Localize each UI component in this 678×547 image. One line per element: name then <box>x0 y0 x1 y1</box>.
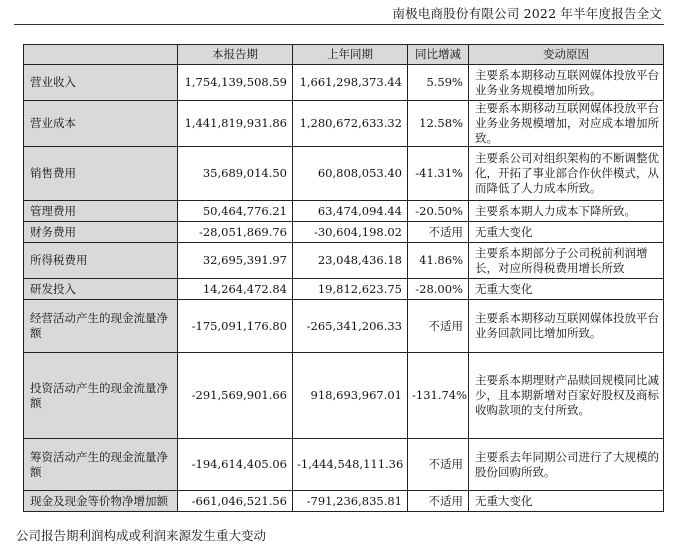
row-prior: 918,693,967.01 <box>293 353 408 439</box>
row-item: 研发投入 <box>24 279 178 300</box>
row-change: 12.58% <box>408 101 469 147</box>
document-header: 南极电商股份有限公司 2022 年半年度报告全文 <box>392 6 662 21</box>
row-prior: -30,604,198.02 <box>293 222 408 243</box>
row-reason: 无重大变化 <box>469 491 664 512</box>
row-item: 经营活动产生的现金流量净额 <box>24 300 178 353</box>
row-current: -291,569,901.66 <box>178 353 293 439</box>
row-current: -28,051,869.76 <box>178 222 293 243</box>
header-reason: 变动原因 <box>469 45 664 65</box>
row-item: 现金及现金等价物净增加额 <box>24 491 178 512</box>
row-reason: 主要系本期移动互联网媒体投放平台业务业务规模增加，对应成本增加所致。 <box>469 101 664 147</box>
table-row <box>24 201 664 222</box>
row-prior: -1,444,548,111.36 <box>293 439 408 491</box>
table-row <box>24 491 664 512</box>
row-prior: -791,236,835.81 <box>293 491 408 512</box>
financial-changes-table <box>23 44 664 512</box>
header-current-period: 本报告期 <box>178 45 293 65</box>
row-item: 管理费用 <box>24 201 178 222</box>
row-item: 销售费用 <box>24 147 178 201</box>
row-reason: 主要系去年同期公司进行了大规模的股份回购所致。 <box>469 439 664 491</box>
row-change: 41.86% <box>408 243 469 279</box>
row-change: 不适用 <box>408 222 469 243</box>
row-reason: 无重大变化 <box>469 279 664 300</box>
row-reason: 主要系本期移动互联网媒体投放平台业务回款同比增加所致。 <box>469 300 664 353</box>
row-prior: 23,048,436.18 <box>293 243 408 279</box>
header-rule <box>14 24 664 25</box>
row-reason: 主要系公司对组织架构的不断调整优化，开拓了事业部合作伙伴模式，从而降低了人力成本所致。 <box>469 147 664 201</box>
row-change: -20.50% <box>408 201 469 222</box>
row-item: 营业成本 <box>24 101 178 147</box>
row-current: 35,689,014.50 <box>178 147 293 201</box>
row-change: 不适用 <box>408 491 469 512</box>
row-reason: 主要系本期理财产品赎回规模同比减少，且本期新增对百家好股权及商标收购款项的支付所致。 <box>469 353 664 439</box>
row-current: -175,091,176.80 <box>178 300 293 353</box>
header-yoy-change: 同比增减 <box>408 45 469 65</box>
row-change: 不适用 <box>408 300 469 353</box>
section-footer-text: 公司报告期利润构成或利润来源发生重大变动 <box>16 528 267 543</box>
row-change: 不适用 <box>408 439 469 491</box>
row-current: 32,695,391.97 <box>178 243 293 279</box>
row-current: -661,046,521.56 <box>178 491 293 512</box>
table-row <box>24 243 664 279</box>
row-prior: 1,661,298,373.44 <box>293 65 408 101</box>
row-prior: 63,474,094.44 <box>293 201 408 222</box>
table-row <box>24 147 664 201</box>
row-item: 筹资活动产生的现金流量净额 <box>24 439 178 491</box>
row-prior: -265,341,206.33 <box>293 300 408 353</box>
table-row <box>24 101 664 147</box>
header-item <box>24 45 178 65</box>
row-current: 1,441,819,931.86 <box>178 101 293 147</box>
row-reason: 无重大变化 <box>469 222 664 243</box>
table-row <box>24 279 664 300</box>
row-reason: 主要系本期移动互联网媒体投放平台业务业务规模增加所致。 <box>469 65 664 101</box>
row-current: 1,754,139,508.59 <box>178 65 293 101</box>
table-row <box>24 439 664 491</box>
row-change: -41.31% <box>408 147 469 201</box>
row-change: -131.74% <box>408 353 469 439</box>
row-current: 50,464,776.21 <box>178 201 293 222</box>
table-row <box>24 353 664 439</box>
row-item: 投资活动产生的现金流量净额 <box>24 353 178 439</box>
table-row <box>24 65 664 101</box>
table-row <box>24 300 664 353</box>
table-row <box>24 222 664 243</box>
row-item: 营业收入 <box>24 65 178 101</box>
row-prior: 60,808,053.40 <box>293 147 408 201</box>
row-prior: 1,280,672,633.32 <box>293 101 408 147</box>
header-prior-period: 上年同期 <box>293 45 408 65</box>
table-header-row <box>24 45 664 65</box>
row-change: -28.00% <box>408 279 469 300</box>
row-reason: 主要系本期人力成本下降所致。 <box>469 201 664 222</box>
row-item: 财务费用 <box>24 222 178 243</box>
row-item: 所得税费用 <box>24 243 178 279</box>
row-current: -194,614,405.06 <box>178 439 293 491</box>
row-change: 5.59% <box>408 65 469 101</box>
row-reason: 主要系本期部分子公司税前利润增长，对应所得税费用增长所致 <box>469 243 664 279</box>
row-current: 14,264,472.84 <box>178 279 293 300</box>
row-prior: 19,812,623.75 <box>293 279 408 300</box>
